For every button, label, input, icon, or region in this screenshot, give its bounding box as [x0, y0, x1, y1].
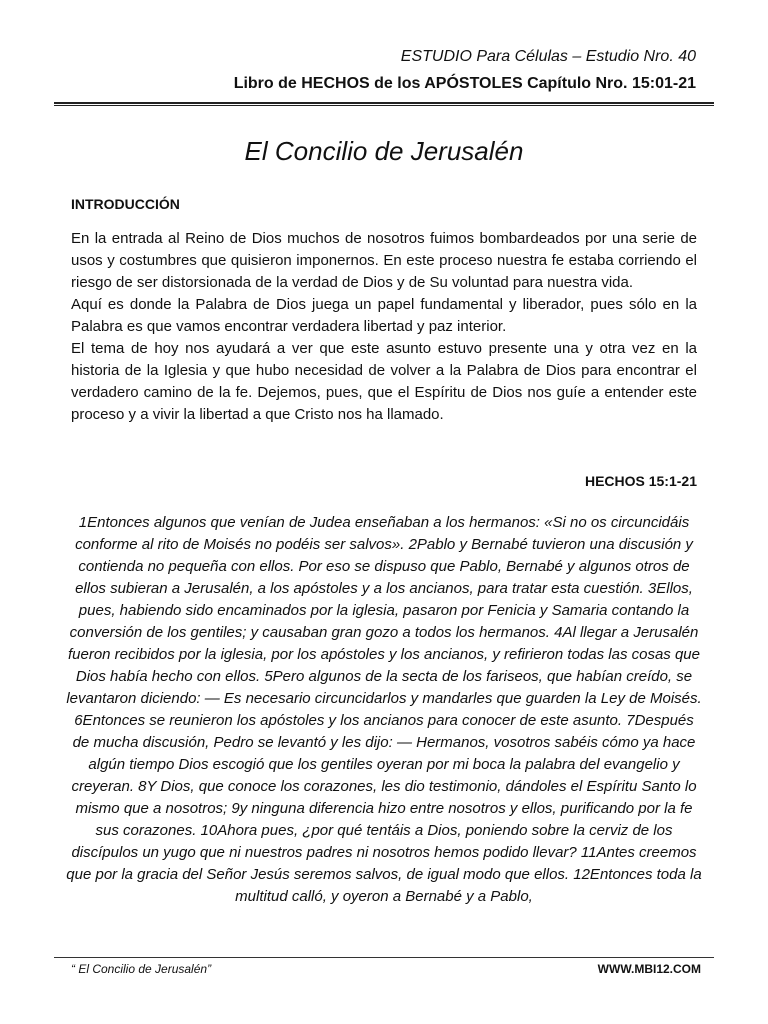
scripture-reference: HECHOS 15:1-21 [584, 473, 697, 489]
intro-paragraph: Aquí es donde la Palabra de Dios juega un papel fundamental y liberador, pues sólo en la Palabra es que vamos encontrar verdadera libertad y paz interior. [71, 296, 697, 335]
footer-website: WWW.MBI12.COM [597, 962, 701, 976]
book-chapter-line: Libro de HECHOS de los APÓSTOLES Capítulo Nro. 15:01-21 [233, 75, 696, 92]
footer-divider [54, 957, 714, 958]
scripture-passage [64, 512, 704, 908]
intro-body [71, 228, 697, 426]
intro-paragraph: En la entrada al Reino de Dios muchos de nosotros fuimos bombardeados por una serie de usos y costumbres que quisieron imponernos. En este proceso nuestra fe estaba corriendo el riesgo de ser distorsionada de la verdad de Dios y de Su voluntad para nuestra vida. [71, 230, 697, 291]
study-number-line: ESTUDIO Para Células – Estudio Nro. 40 [400, 48, 696, 65]
page-title: El Concilio de Jerusalén [244, 136, 524, 166]
intro-heading: INTRODUCCIÓN [71, 196, 180, 212]
footer-title: “ El Concilio de Jerusalén” [71, 962, 212, 976]
header-divider [54, 102, 714, 106]
scripture-text: 1Entonces algunos que venían de Judea enseñaban a los hermanos: «Si no os circuncidáis conforme al rito de Moisés no podéis ser salvos». 2Pablo y Bernabé tuvieron una discusión y contienda no pequeña con ellos. Por eso se dispuso que Pablo, Bernabé y algunos otros de ellos subieran a Jerusalén, a los apóstoles y a los ancianos, para tratar esta cuestión. 3Ellos, pues, habiendo sido encaminados por la iglesia, pasaron por Fenicia y Samaria contando la conversión de los gentiles; y causaban gran gozo a todos los hermanos. 4Al llegar a Jerusalén fueron recibidos por la iglesia, por los apóstoles y los ancianos, y refirieron todas las cosas que Dios había hecho con ellos. 5Pero algunos de la secta de los fariseos, que habían creído, se levantaron diciendo: — Es necesario circuncidarlos y mandarles que guarden la Ley de Moisés. 6Entonces se reunieron los apóstoles y los ancianos para conocer de este asunto. 7Después de mucha discusión, Pedro se levantó y les dijo: — Hermanos, vosotros sabéis cómo ya hace algún tiempo Dios escogió que los gentiles oyeran por mi boca la palabra del evangelio y creyeran. 8Y Dios, que conoce los corazones, les dio testimonio, dándoles el Espíritu Santo lo mismo que a nosotros; 9y ninguna diferencia hizo entre nosotros y ellos, purificando por la fe sus corazones. 10Ahora pues, ¿por qué tentáis a Dios, poniendo sobre la cerviz de los discípulos un yugo que ni nuestros padres ni nosotros hemos podido llevar? 11Antes creemos que por la gracia del Señor Jesús seremos salvos, de igual modo que ellos. 12Entonces toda la multitud calló, y oyeron a Bernabé y a Pablo, [66, 514, 702, 905]
intro-paragraph: El tema de hoy nos ayudará a ver que este asunto estuvo presente una y otra vez en la historia de la Iglesia y que hubo necesidad de volver a la Palabra de Dios para encontrar el verdadero camino de la fe. Dejemos, pues, que el Espíritu de Dios nos guíe a entender este proceso y a vivir la libertad a que Cristo nos ha llamado. [71, 340, 697, 423]
